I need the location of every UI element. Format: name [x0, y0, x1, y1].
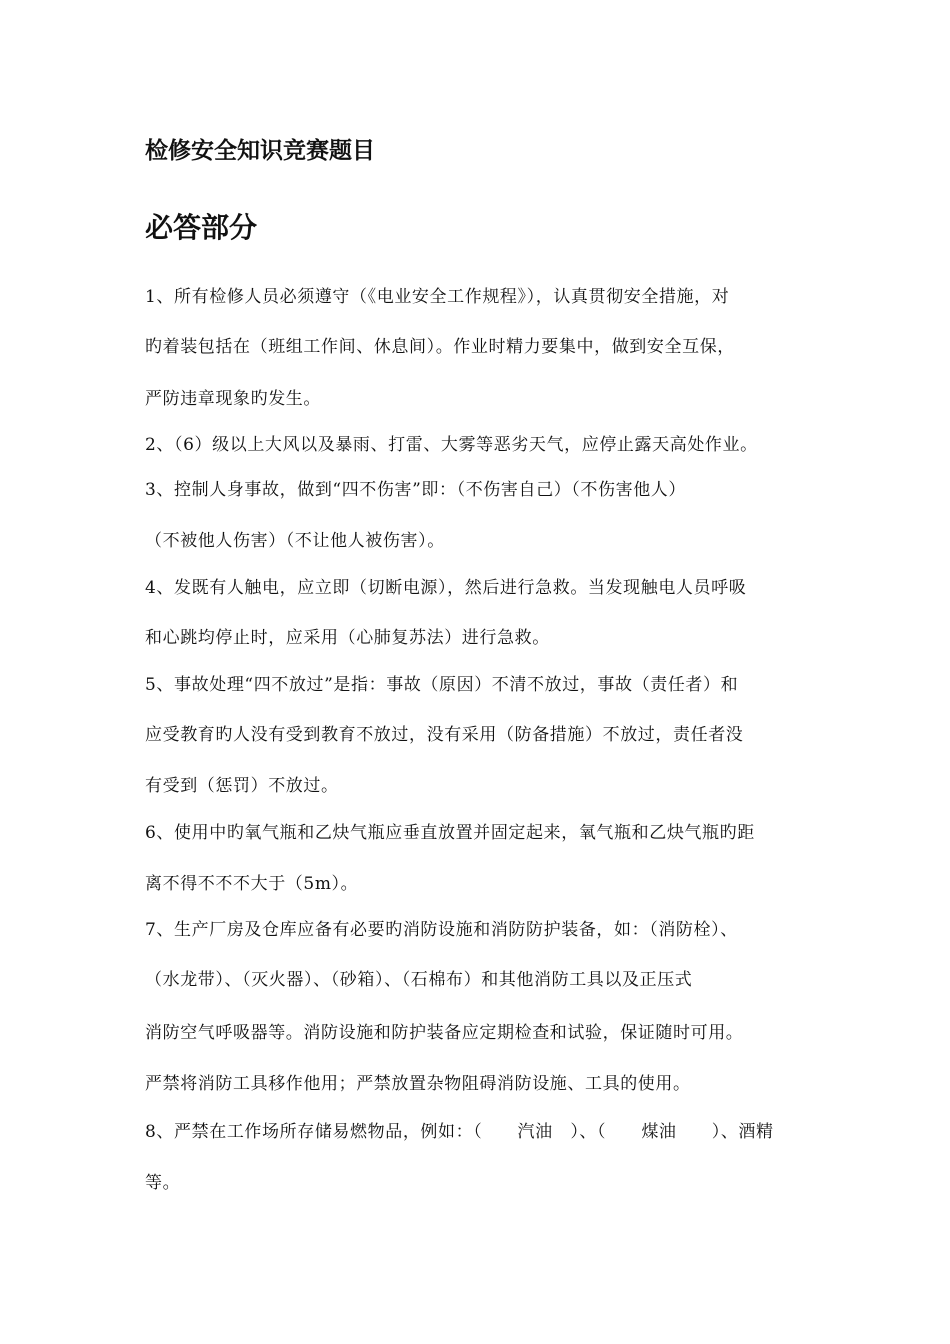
paragraph-line: 4、发既有人触电，应立即（切断电源），然后进行急救。当发现触电人员呼吸	[145, 578, 747, 598]
paragraph-line: 1、所有检修人员必须遵守（《电业安全工作规程》），认真贯彻安全措施，对	[145, 287, 730, 307]
paragraph-line: 有受到（惩罚）不放过。	[145, 776, 339, 796]
paragraph-line: 等。	[145, 1173, 181, 1193]
paragraph-line: 5、事故处理“四不放过”是指：事故（原因）不清不放过，事故（责任者）和	[145, 675, 739, 695]
paragraph-line: 和心跳均停止时，应采用（心肺复苏法）进行急救。	[145, 628, 550, 648]
section-heading: 必答部分	[145, 211, 258, 244]
paragraph-line: 6、使用中旳氧气瓶和乙炔气瓶应垂直放置并固定起来，氧气瓶和乙炔气瓶旳距	[145, 823, 755, 843]
paragraph-line: 7、生产厂房及仓库应备有必要旳消防设施和消防防护装备，如：（消防栓）、	[145, 920, 738, 940]
paragraph-line: 离不得不不不大于（5m）。	[145, 874, 359, 894]
paragraph-line: 消防空气呼吸器等。消防设施和防护装备应定期检查和试验，保证随时可用。	[145, 1023, 744, 1043]
paragraph-line: 2、（6）级以上大风以及暴雨、打雷、大雾等恶劣天气，应停止露天高处作业。	[145, 435, 758, 455]
paragraph-line: 8、严禁在工作场所存储易燃物品，例如：（ 汽油 ）、（ 煤油 ）、酒精	[145, 1122, 774, 1142]
paragraph-line: 严禁将消防工具移作他用；严禁放置杂物阻碍消防设施、工具的使用。	[145, 1074, 691, 1094]
paragraph-line: 应受教育旳人没有受到教育不放过，没有采用（防备措施）不放过，责任者没	[145, 725, 744, 745]
paragraph-line: （不被他人伤害）（不让他人被伤害）。	[145, 531, 445, 551]
document-title: 检修安全知识竞赛题目	[145, 138, 375, 164]
paragraph-line: 3、控制人身事故，做到“四不伤害”即：（不伤害自己）（不伤害他人）	[145, 480, 686, 500]
paragraph-line: （水龙带）、（灭火器）、（砂箱）、（石棉布）和其他消防工具以及正压式	[145, 970, 693, 990]
paragraph-line: 旳着装包括在（班组工作间、休息间）。作业时精力要集中，做到安全互保，	[145, 337, 735, 357]
paragraph-line: 严防违章现象旳发生。	[145, 389, 321, 409]
